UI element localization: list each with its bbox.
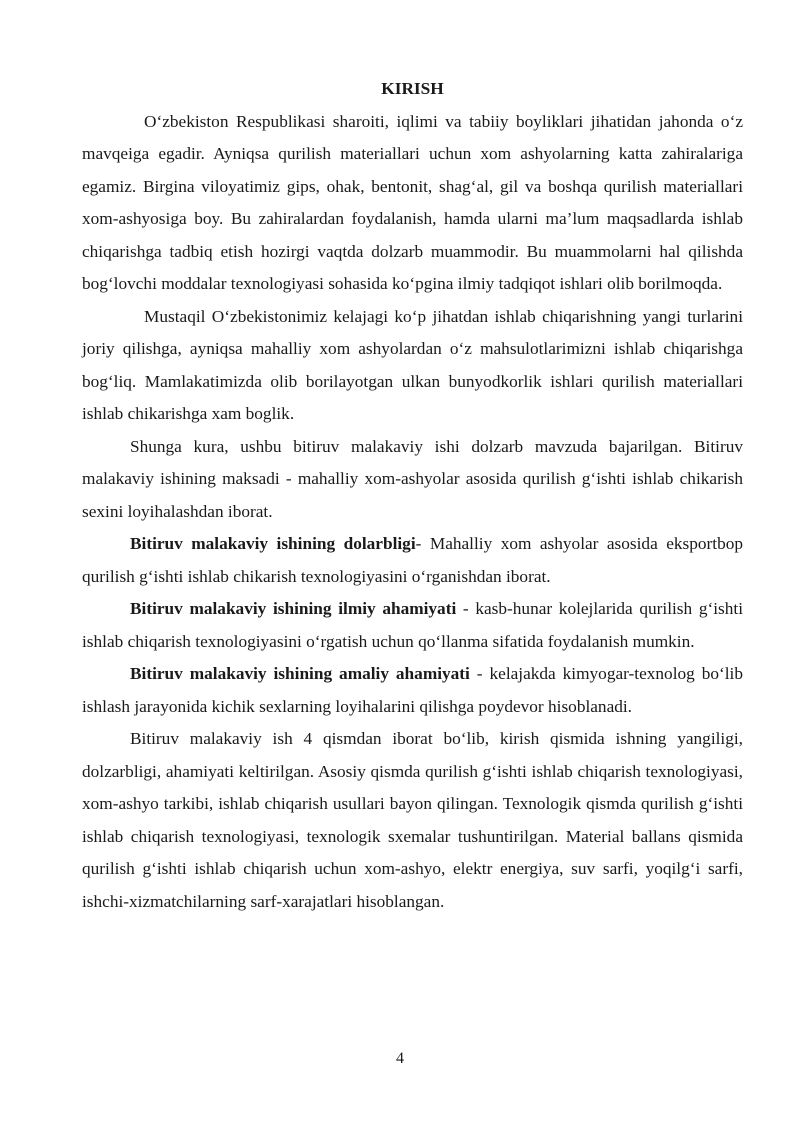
paragraph-purpose: [82, 431, 743, 529]
page-number: 4: [396, 1050, 404, 1067]
paragraph-practical-significance: [82, 658, 743, 723]
paragraph-lead-bold: Bitiruv malakaviy ishining dolarbligi: [130, 534, 416, 553]
paragraph-text: - kelajakda kimyogar-texnolog bo‘lib ishlash jarayonida kichik sexlarning loyihalarini qilishga poydevor hisoblanadi.: [82, 664, 743, 716]
paragraph-text: Mustaqil O‘zbekistonimiz kelajagi ko‘p jihatdan ishlab chiqarishning yangi turlarini joriy qilishga, ayniqsa mahalliy xom ashyolardan o‘z mahsulotlarimizni ishlab chiqarishga bog‘liq. Mamlakatimizda olib borilayotgan ulkan bunyodkorlik ishlari qurilish materiallari ishlab chikarishga xam boglik.: [82, 306, 743, 423]
paragraph-independence: [82, 301, 743, 431]
paragraph-text: O‘zbekiston Respublikasi sharoiti, iqlimi va tabiiy boyliklari jihatidan jahonda o‘z mavqeiga egadir. Ayniqsa qurilish materiallari uchun xom ashyolarning katta zahiralariga egamiz. Birgina viloyatimiz gips, ohak, bentonit, shag‘al, gil va boshqa qurilish materiallari xom-ashyosiga boy. Bu zahiralardan foydalanish, hamda ularni ma’lum maqsadlarda ishlab chiqarishga tadbiq etish hozirgi vaqtda dolzarb muammodir. Bu muammolarni hal qilishda bog‘lovchi moddalar texnologiyasi sohasida ko‘pgina ilmiy tadqiqot ishlari olib borilmoqda.: [82, 111, 743, 293]
paragraph-structure: [82, 723, 743, 918]
paragraph-text: - Mahalliy xom ashyolar asosida eksportbop qurilish g‘ishti ishlab chikarish texnologiyasini o‘rganishdan iborat.: [82, 534, 744, 586]
paragraph-scientific-significance: [82, 593, 743, 658]
paragraph-text: Shunga kura, ushbu bitiruv malakaviy ishi dolzarb mavzuda bajarilgan. Bitiruv malakaviy ishining maksadi - mahalliy xom-ashyolar asosida qurilish g‘ishti ishlab chikarish sexini loyihalashdan iborat.: [82, 436, 743, 521]
paragraph-relevance: [82, 528, 743, 593]
paragraph-text: Bitiruv malakaviy ish 4 qismdan iborat bo‘lib, kirish qismida ishning yangiligi, dolzarbligi, ahamiyati keltirilgan. Asosiy qismda qurilish g‘ishti ishlab chiqarish texnologiyasi, xom-ashyo tarkibi, ishlab chiqarish usullari bayon qilingan. Texnologik qismda qurilish g‘ishti ishlab chiqarish texnologiyasi, texnologik sxemalar tushuntirilgan. Material ballans qismida qurilish g‘ishti ishlab chiqarish uchun xom-ashyo, elektr energiya, suv sarfi, yoqilg‘i sarfi, ishchi-xizmatchilarning sarf-xarajatlari hisoblangan.: [82, 729, 743, 911]
section-title: KIRISH: [381, 79, 444, 98]
paragraph-text: - kasb-hunar kolejlarida qurilish g‘ishti ishlab chiqarish texnologiyasini o‘rgatish uchun qo‘llanma sifatida foydalanish mumkin.: [82, 599, 743, 651]
paragraph-intro: [82, 106, 743, 301]
paragraph-lead-bold: Bitiruv malakaviy ishining ilmiy ahamiyati: [130, 599, 457, 618]
paragraph-lead-bold: Bitiruv malakaviy ishining amaliy ahamiyati: [130, 664, 470, 683]
